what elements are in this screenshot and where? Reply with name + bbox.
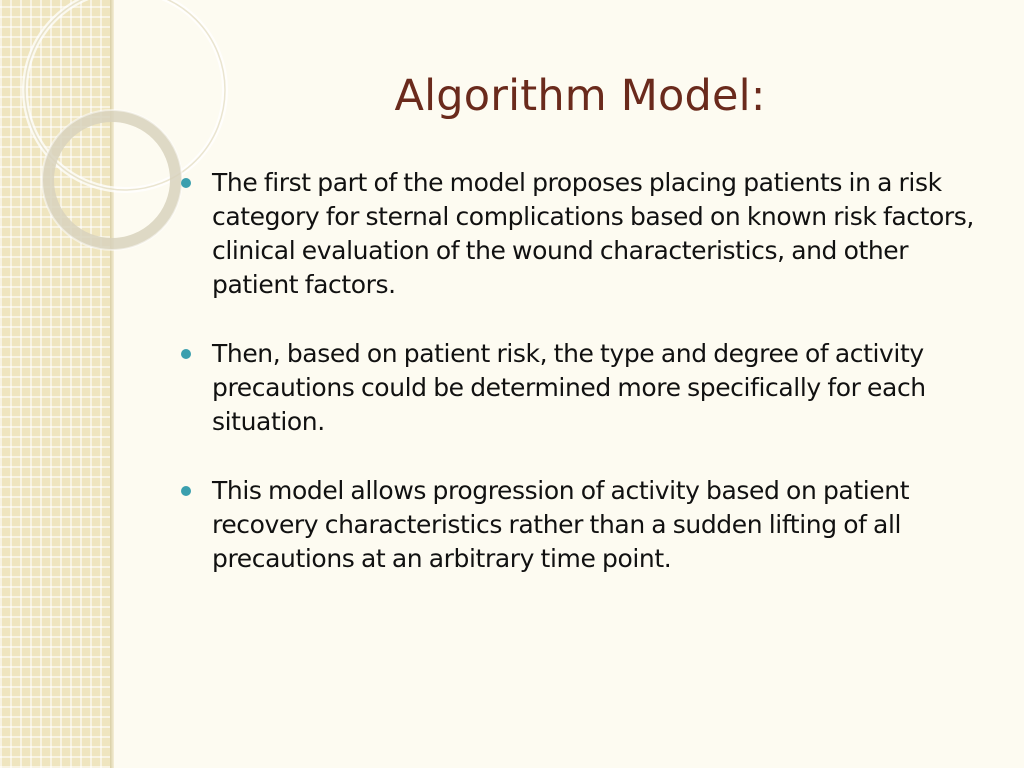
bullet-text: This model allows progression of activity based on patient recovery characteristics rather than a sudden lifting of all precautions at an arbitrary time point.: [212, 476, 910, 573]
bullet-text: Then, based on patient risk, the type and degree of activity precautions could be determined more specifically for each situation.: [212, 339, 926, 436]
bullet-dot-icon: [181, 178, 191, 188]
bullet-text: The first part of the model proposes placing patients in a risk category for sternal complications based on known risk factors, clinical evaluation of the wound characteristics, and other patient factors.: [212, 168, 974, 299]
bullet-item: [181, 337, 981, 439]
bullet-dot-icon: [181, 349, 191, 359]
bullet-dot-icon: [181, 486, 191, 496]
bullet-item: [181, 474, 981, 576]
slide-title: Algorithm Model:: [394, 71, 766, 121]
bullet-item: [181, 166, 981, 302]
bullet-list: [181, 166, 981, 611]
